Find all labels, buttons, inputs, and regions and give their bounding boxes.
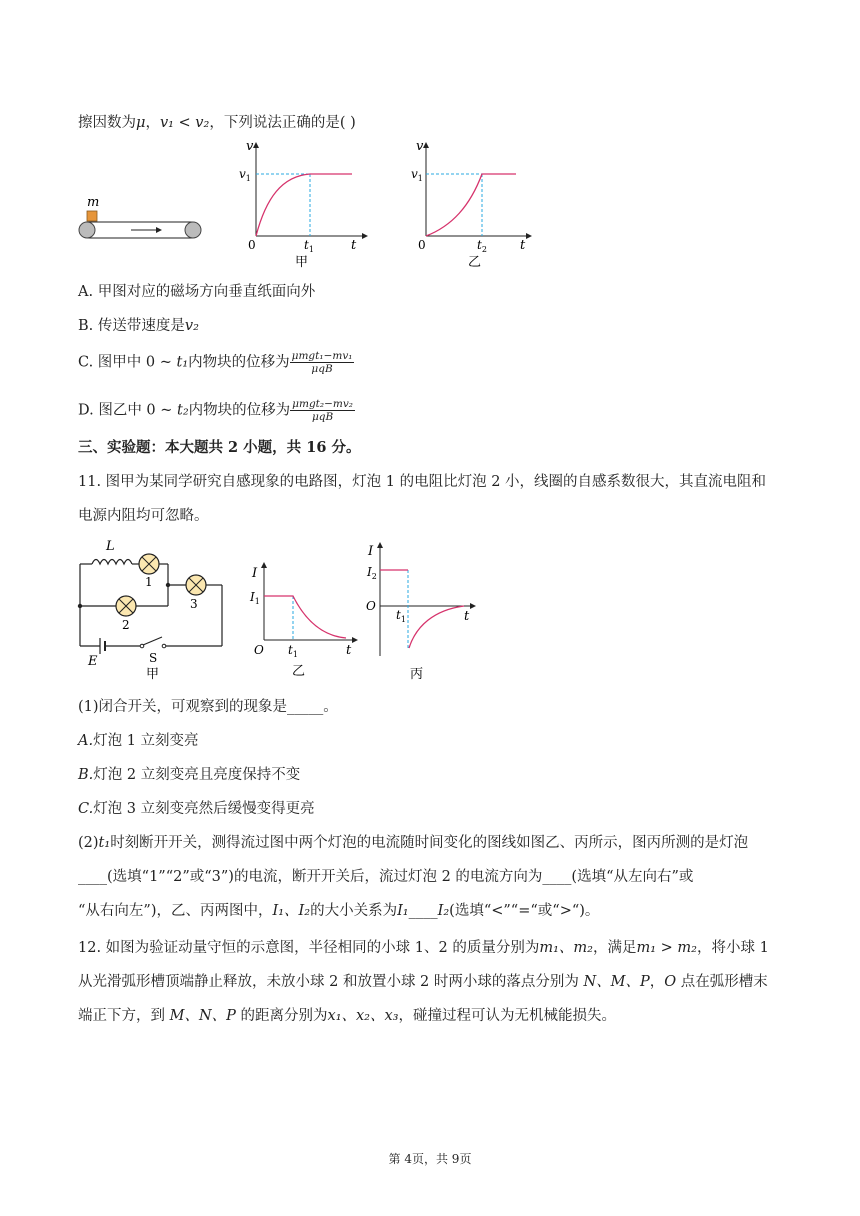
mass-label: m: [87, 195, 100, 210]
q11-part1: (1)闭合开关，可观察到的现象是_____。: [78, 699, 338, 715]
inductor-coil: [92, 560, 132, 565]
mass-block: [87, 211, 97, 221]
jia-v-axis-label: v: [246, 139, 254, 154]
q10-stem-tail: ，下列说法正确的是( ): [209, 115, 356, 131]
q10-option-d: D. 图乙中 0 ~ t₂内物块的位移为 $\frac{\text{μmgt₂−mv₂}}{\text{μqB}}$: [78, 398, 353, 423]
yi-origin: O: [254, 643, 264, 657]
bulb-1-label: 1: [145, 575, 153, 589]
bing-origin: O: [366, 599, 376, 613]
page-footer: 第 4页，共 9页: [388, 1152, 472, 1166]
q12-line1: 12. 如图为验证动量守恒的示意图，半径相同的小球 1、2 的质量分别为m₁、m₂，满足m₁ > m₂，将小球 1: [78, 940, 769, 956]
q10-stem: [78, 113, 356, 133]
left-roller: [79, 222, 95, 238]
q11-stem-2: 电源内阻均可忽略。: [78, 508, 209, 524]
q10-d-fraction: $\frac{\text{μmgt₂−mv₂}}{\text{μqB}}$: [292, 398, 353, 423]
q10-option-a: A. 甲图对应的磁场方向垂直纸面向外: [78, 284, 316, 300]
graph-yi-current: [246, 560, 362, 684]
q11-option-b: B.灯泡 2 立刻变亮且亮度保持不变: [78, 767, 301, 783]
jia-origin: 0: [248, 238, 256, 252]
bing-current-lower: [409, 606, 464, 648]
yi-curve: [426, 174, 516, 236]
yi-i-axis-label: I: [252, 566, 258, 581]
yi-origin: 0: [418, 238, 426, 252]
switch: [143, 637, 162, 645]
yi-v1-label: $v_1$: [411, 167, 423, 183]
bing-i2-label: $I_2$: [367, 565, 377, 581]
jia-caption: 甲: [295, 255, 309, 270]
yi-i1-label: $I_1$: [250, 590, 260, 606]
q10-option-b: B. 传送带速度是v₂: [78, 318, 199, 334]
q10-option-c: C. 图甲中 0 ~ t₁内物块的位移为 $\frac{\text{μmgt₁−mv₁}}{\text{μqB}}$: [78, 350, 353, 375]
graph-bing-current: [364, 538, 480, 684]
q10-stem-lead: 擦因数为: [78, 115, 136, 131]
bing-t1-label: $t_1$: [396, 608, 406, 624]
yi-t-axis-label: t: [520, 238, 526, 253]
graph-yi-belt: [402, 136, 542, 271]
jia-curve: [256, 174, 352, 236]
q10-c-fraction: $\frac{\text{μmgt₁−mv₁}}{\text{μqB}}$: [291, 350, 353, 375]
yi-t-axis-label: t: [346, 643, 352, 658]
conveyor-belt-figure: [76, 195, 206, 245]
bing-t-axis-label: t: [464, 609, 470, 624]
bulb-3-label: 3: [190, 597, 198, 611]
bing-i-axis-label: I: [368, 544, 374, 559]
circuit-diagram: [76, 538, 236, 683]
jia-v1-label: $v_1$: [239, 167, 251, 183]
switch-label: S: [149, 651, 158, 665]
bulb-2-label: 2: [122, 618, 130, 632]
q11-option-c: C.灯泡 3 立刻变亮然后缓慢变得更亮: [78, 801, 315, 817]
circuit-caption: 甲: [146, 667, 160, 682]
jia-t-axis-label: t: [351, 238, 357, 253]
inductor-label: L: [106, 539, 115, 554]
yi-current-caption: 乙: [292, 664, 306, 679]
graph-jia: [232, 136, 372, 271]
q11-stem-1: 11. 图甲为某同学研究自感现象的电路图，灯泡 1 的电阻比灯泡 2 小，线圈的自感系数很大，其直流电阻和: [78, 474, 767, 490]
q12-line2: 从光滑弧形槽顶端静止释放，未放小球 2 和放置小球 2 时两小球的落点分别为 N、M、P，O 点在弧形槽末: [78, 974, 768, 990]
battery-label: E: [88, 654, 98, 669]
bing-current-caption: 丙: [410, 667, 424, 682]
yi-caption: 乙: [468, 255, 482, 270]
jia-t1-label: $t_1$: [304, 238, 314, 254]
yi-current-curve: [264, 596, 346, 638]
yi-v-axis-label: v: [416, 139, 424, 154]
q11-part2-line1: (2)t₁时刻断开开关，测得流过图中两个灯泡的电流随时间变化的图线如图乙、丙所示，图丙所测的是灯泡: [78, 835, 749, 851]
q11-part2-line3: “从右向左”)，乙、丙两图中，I₁、I₂的大小关系为I₁____I₂(选填“<”“=“或“>“)。: [78, 903, 600, 919]
yi-t1-label: $t_1$: [288, 643, 298, 659]
q10-ineq: v₁ < v₂: [159, 115, 210, 131]
q11-part2-line2: ____(选填“1”“2”或“3”)的电流，断开开关后，流过灯泡 2 的电流方向为____(选填“从左向右”或: [78, 869, 694, 885]
q10-sep: ，: [145, 115, 160, 131]
yi-t2-label: $t_2$: [477, 238, 487, 254]
section-3-title: 三、实验题：本大题共 2 小题，共 16 分。: [78, 439, 361, 456]
q10-mu: μ: [136, 115, 146, 131]
right-roller: [185, 222, 201, 238]
q11-option-a: A.灯泡 1 立刻变亮: [78, 733, 199, 749]
q12-line3: 端正下方，到 M、N、P 的距离分别为x₁、x₂、x₃，碰撞过程可认为无机械能损失。: [78, 1008, 616, 1024]
